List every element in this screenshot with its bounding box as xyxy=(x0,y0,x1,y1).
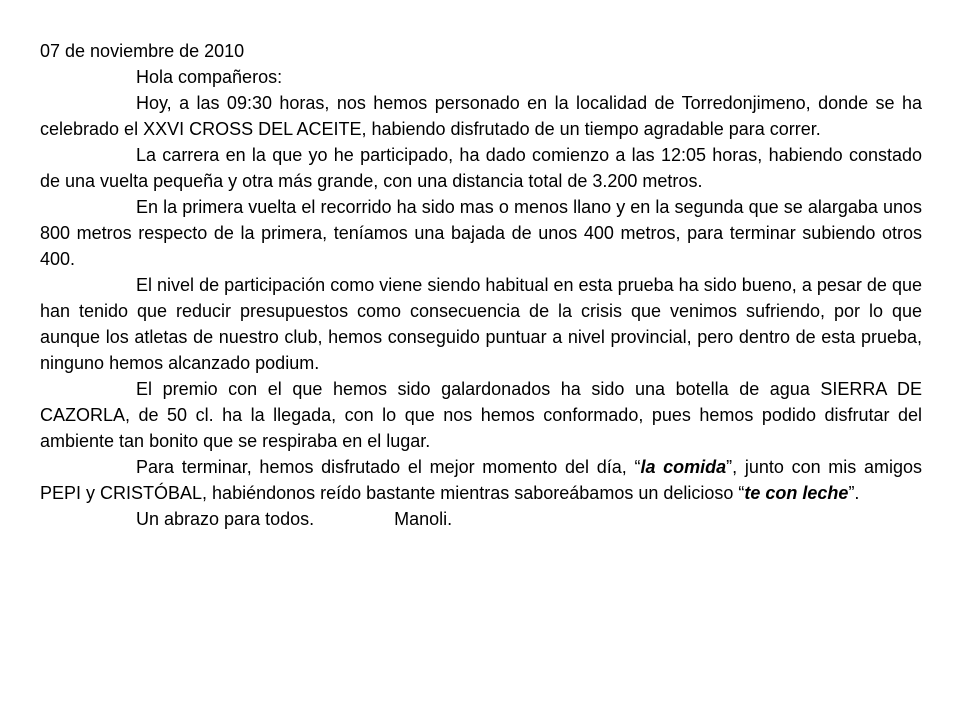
emphasis-la-comida: la comida xyxy=(640,457,727,477)
paragraph-5: El premio con el que hemos sido galardonados ha sido una botella de agua SIERRA DE CAZORLA, de 50 cl. ha la llegada, con lo que nos hemos conformado, pues hemos podido disfrutar del ambiente tan bonito que se respiraba en el lugar. xyxy=(40,379,922,451)
letter-closing-line xyxy=(40,506,922,532)
paragraph-1: Hoy, a las 09:30 horas, nos hemos personado en la localidad de Torredonjimeno, donde se ha celebrado el XXVI CROSS DEL ACEITE, habiendo disfrutado de un tiempo agradable para correr. xyxy=(40,93,922,139)
paragraph-6-text-a: Para terminar, hemos disfrutado el mejor momento del día, “ xyxy=(136,457,641,477)
paragraph-6 xyxy=(40,454,922,506)
paragraph-3: En la primera vuelta el recorrido ha sido mas o menos llano y en la segunda que se alargaba unos 800 metros respecto de la primera, teníamos una bajada de unos 400 metros, para terminar subiendo otros 400. xyxy=(40,197,922,269)
letter-greeting: Hola compañeros: xyxy=(136,67,283,87)
paragraph-4: El nivel de participación como viene siendo habitual en esta prueba ha sido bueno, a pesar de que han tenido que reducir presupuestos como consecuencia de la crisis que venimos sufriendo, por lo que aunque los atletas de nuestro club, hemos conseguido puntuar a nivel provincial, pero dentro de esta prueba, ninguno hemos alcanzado podium. xyxy=(40,275,922,373)
closing-text: Un abrazo para todos. xyxy=(136,509,315,529)
emphasis-te-con-leche: te con leche xyxy=(744,483,849,503)
signature: Manoli. xyxy=(394,509,453,529)
letter-date: 07 de noviembre de 2010 xyxy=(40,41,245,61)
paragraph-6-text-c: ”. xyxy=(848,483,860,503)
letter-document xyxy=(40,38,922,532)
paragraph-2: La carrera en la que yo he participado, ha dado comienzo a las 12:05 horas, habiendo constado de una vuelta pequeña y otra más grande, con una distancia total de 3.200 metros. xyxy=(40,145,922,191)
paragraph-6-text-b: ”, junto con mis amigos PEPI y CRISTÓBAL, habiéndonos reído bastante mientras saboreábamos un delicioso “ xyxy=(40,457,923,503)
